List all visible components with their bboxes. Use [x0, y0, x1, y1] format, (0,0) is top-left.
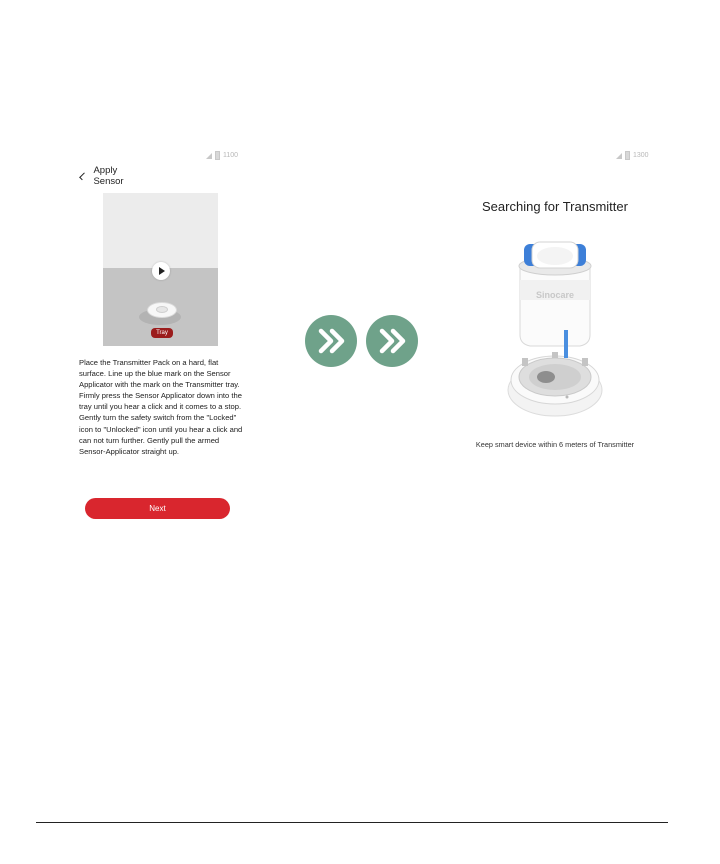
- tray-label: Tray: [151, 328, 173, 338]
- status-time: 1300: [633, 152, 649, 159]
- page-title: Apply Sensor: [93, 165, 124, 187]
- page-divider: [36, 822, 668, 823]
- status-bar: [206, 151, 238, 160]
- play-icon[interactable]: [152, 262, 170, 280]
- battery-icon: [215, 151, 220, 160]
- page-title: Searching for Transmitter: [482, 199, 628, 214]
- back-chevron-icon[interactable]: [79, 172, 87, 180]
- signal-icon: [206, 153, 212, 159]
- double-chevron-right-icon: [366, 315, 418, 367]
- range-hint: Keep smart device within 6 meters of Transmitter: [475, 440, 635, 449]
- instruction-paragraph: Place the Transmitter Pack on a hard, flat surface. Line up the blue mark on the Sensor Applicator with the mark on the Transmitter tray. Firmly press the Sensor Applicator down into the tray until you hear a click and it comes to a stop.: [79, 358, 242, 412]
- instruction-paragraph: Gently turn the safety switch from the "Locked" icon to "Unlocked" icon until you hear a click and can not turn further. Gently pull the armed Sensor-Applicator straight up.: [79, 413, 243, 456]
- instructions-text: [79, 357, 244, 457]
- brand-label: Sinocare: [536, 290, 575, 300]
- battery-icon: [625, 151, 630, 160]
- video-player[interactable]: [103, 193, 218, 346]
- transmitter-tray-image: [147, 302, 177, 318]
- sensor-applicator-image: [500, 240, 610, 425]
- status-time: 1100: [223, 152, 239, 159]
- next-button[interactable]: Next: [85, 498, 230, 519]
- status-bar: [616, 151, 649, 160]
- double-chevron-right-icon: [305, 315, 357, 367]
- header: [79, 165, 126, 187]
- signal-icon: [616, 153, 622, 159]
